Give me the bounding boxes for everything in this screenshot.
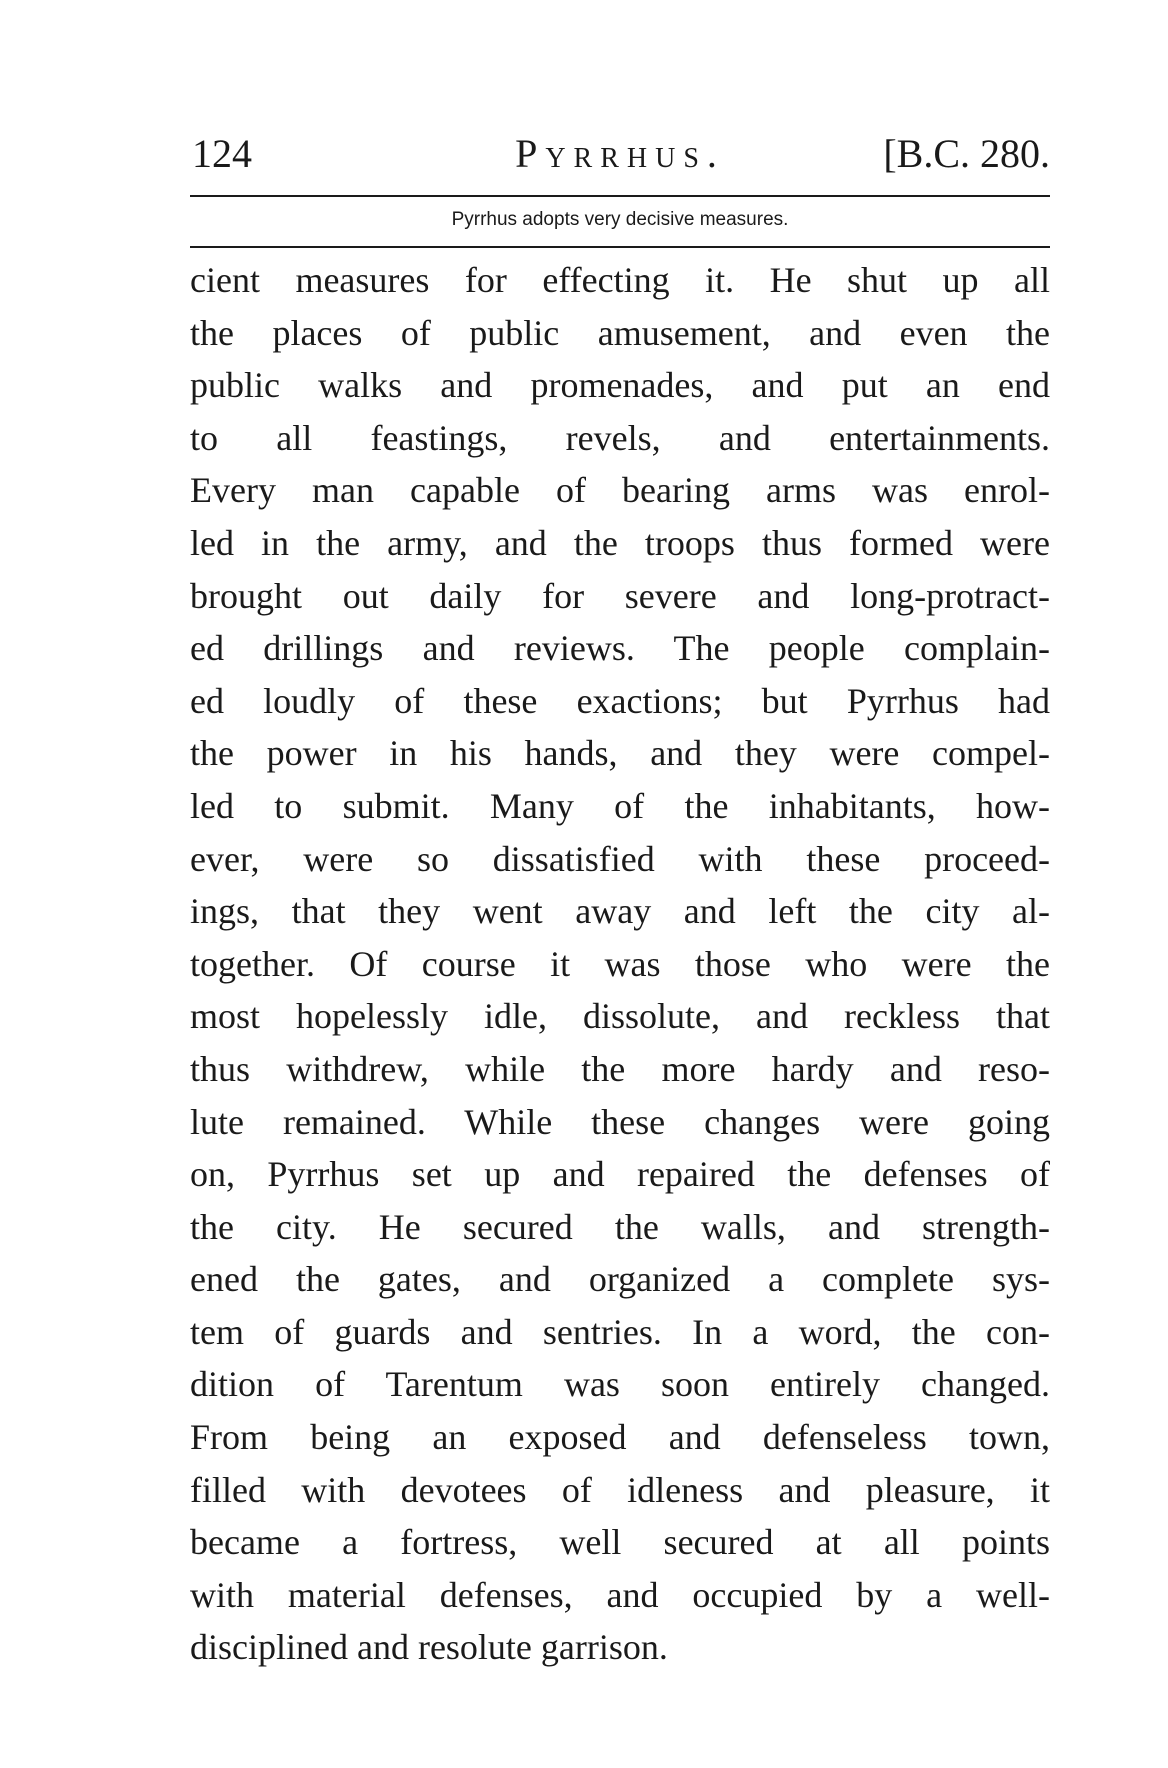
body-paragraph <box>190 254 1050 1674</box>
text-line: ened the gates, and organized a complete sys- <box>190 1259 1050 1300</box>
text-line: public walks and promenades, and put an end <box>190 365 1050 406</box>
header-rule-bottom <box>190 246 1050 248</box>
text-line: on, Pyrrhus set up and repaired the defenses of <box>190 1154 1050 1195</box>
text-line: the city. He secured the walls, and strength- <box>190 1206 1050 1247</box>
text-line: led to submit. Many of the inhabitants, how- <box>190 785 1050 826</box>
text-line: ed drillings and reviews. The people complain- <box>190 628 1050 669</box>
running-header <box>190 124 1050 184</box>
section-subheading: Pyrrhus adopts very decisive measures. <box>451 209 789 230</box>
text-line: ed loudly of these exactions; but Pyrrhus had <box>190 680 1050 721</box>
text-line: ever, were so dissatisfied with these proceed- <box>190 838 1050 879</box>
text-line: Every man capable of bearing arms was enrol- <box>190 470 1050 511</box>
text-line: tem of guards and sentries. In a word, the con- <box>190 1311 1050 1352</box>
text-line: led in the army, and the troops thus formed were <box>190 522 1050 563</box>
text-line: thus withdrew, while the more hardy and reso- <box>190 1048 1050 1089</box>
book-page <box>190 0 1050 1768</box>
text-line: most hopelessly idle, dissolute, and reckless that <box>190 996 1050 1037</box>
text-line: cient measures for effecting it. He shut up all <box>190 260 1050 300</box>
text-line: with material defenses, and occupied by a well- <box>190 1574 1050 1615</box>
text-line: the power in his hands, and they were compel- <box>190 733 1050 774</box>
text-line: brought out daily for severe and long-protract- <box>190 575 1050 616</box>
text-line: lute remained. While these changes were going <box>190 1101 1050 1142</box>
text-line: became a fortress, well secured at all points <box>190 1522 1050 1563</box>
text-line: dition of Tarentum was soon entirely changed. <box>190 1364 1050 1405</box>
text-line: From being an exposed and defenseless town, <box>190 1417 1050 1458</box>
text-line: to all feastings, revels, and entertainments. <box>190 417 1050 458</box>
date-reference: [B.C. 280. <box>883 131 1050 176</box>
header-rule-top <box>190 195 1050 197</box>
text-line: together. Of course it was those who were the <box>190 943 1050 984</box>
text-line: the places of public amusement, and even the <box>190 312 1050 353</box>
running-title: Pyrrhus. <box>515 131 725 176</box>
text-line: ings, that they went away and left the city al- <box>190 891 1050 932</box>
text-line: disciplined and resolute garrison. <box>190 1627 668 1668</box>
page-number: 124 <box>192 131 252 176</box>
text-line: filled with devotees of idleness and pleasure, it <box>190 1469 1050 1510</box>
